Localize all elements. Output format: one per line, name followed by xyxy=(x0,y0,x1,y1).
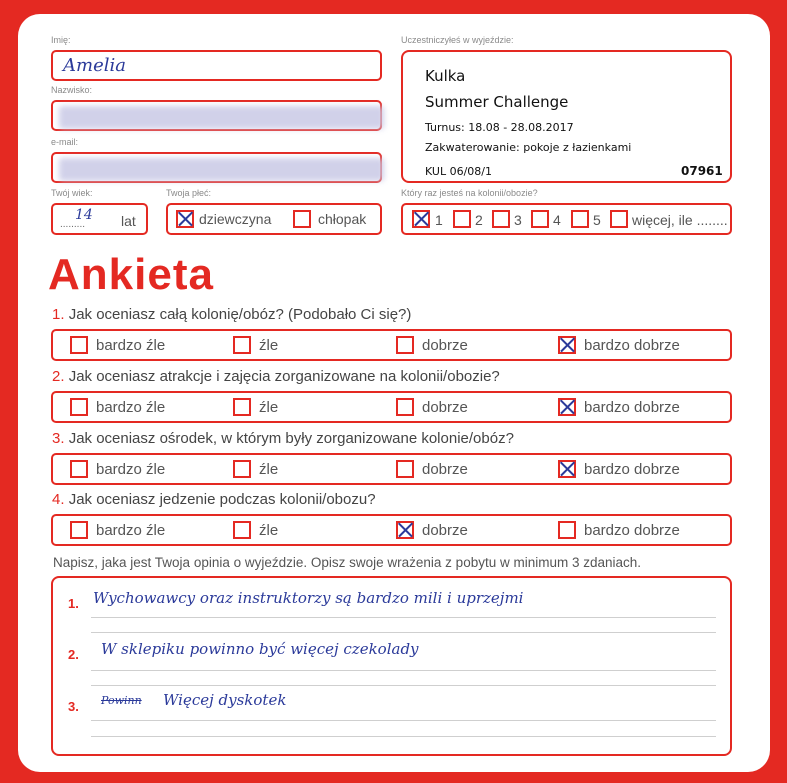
redacted-email xyxy=(59,158,384,181)
times-1-label: 1 xyxy=(435,212,443,228)
times-field xyxy=(401,203,732,235)
answer-2-number: 2. xyxy=(68,647,79,662)
age-unit: lat xyxy=(121,213,136,229)
camp-info-box xyxy=(401,50,732,183)
answer-3-text: Więcej dyskotek xyxy=(163,691,287,709)
question-4-text xyxy=(52,491,376,508)
q2-zle-checkbox[interactable] xyxy=(233,398,251,416)
camp-code: KUL 06/08/1 xyxy=(425,165,492,178)
answer-line xyxy=(91,632,716,633)
q4-zle-checkbox[interactable] xyxy=(233,521,251,539)
option-label: dobrze xyxy=(422,461,468,478)
q3-bardzo-zle-checkbox[interactable] xyxy=(70,460,88,478)
answer-2-text: W sklepiku powinno być więcej czekolady xyxy=(101,640,419,658)
option-label: dobrze xyxy=(422,522,468,539)
gender-male-label: chłopak xyxy=(318,211,367,227)
question-2-text xyxy=(52,368,500,385)
camp-turnus: Turnus: 18.08 - 28.08.2017 xyxy=(425,121,574,134)
option-label: bardzo dobrze xyxy=(584,522,680,539)
answer-1-number: 1. xyxy=(68,596,79,611)
survey-card xyxy=(18,14,770,772)
opinion-prompt: Napisz, jaka jest Twoja opinia o wyjeździe. Opisz swoje wrażenia z pobytu w minimum 3 zdaniach. xyxy=(53,555,642,570)
answer-line xyxy=(91,736,716,737)
q1-bardzo-dobrze-checkbox[interactable] xyxy=(558,336,576,354)
age-label: Twój wiek: xyxy=(51,188,93,198)
times-5-label: 5 xyxy=(593,212,601,228)
email-label: e-mail: xyxy=(51,137,79,147)
option-label: bardzo dobrze xyxy=(584,461,680,478)
camp-number: 07961 xyxy=(681,164,723,178)
gender-male-checkbox[interactable] xyxy=(293,210,311,228)
question-label: Jak oceniasz całą kolonię/obóz? (Podobało Ci się?) xyxy=(68,306,412,323)
q1-dobrze-checkbox[interactable] xyxy=(396,336,414,354)
age-dots: ......... xyxy=(60,219,86,230)
times-more-checkbox[interactable] xyxy=(610,210,628,228)
question-3-options xyxy=(51,453,732,485)
q3-dobrze-checkbox[interactable] xyxy=(396,460,414,478)
option-label: źle xyxy=(259,337,279,354)
q4-bardzo-dobrze-checkbox[interactable] xyxy=(558,521,576,539)
opinion-field[interactable] xyxy=(51,576,732,756)
question-label: Jak oceniasz jedzenie podczas kolonii/obozu? xyxy=(68,491,376,508)
question-label: Jak oceniasz atrakcje i zajęcia zorganizowane na kolonii/obozie? xyxy=(68,368,500,385)
answer-1-text: Wychowawcy oraz instruktorzy są bardzo mili i uprzejmi xyxy=(93,589,524,607)
answer-3-strikethrough: Powinn xyxy=(101,694,142,707)
gender-female-checkbox[interactable] xyxy=(176,210,194,228)
surname-field[interactable] xyxy=(51,100,382,131)
camp-name: Kulka xyxy=(425,67,466,85)
question-2-options xyxy=(51,391,732,423)
email-field[interactable] xyxy=(51,152,382,183)
times-1-checkbox[interactable] xyxy=(412,210,430,228)
camp-accommodation: Zakwaterowanie: pokoje z łazienkami xyxy=(425,141,632,154)
first-name-label: Imię: xyxy=(51,35,71,45)
survey-title: Ankieta xyxy=(48,250,214,299)
q3-bardzo-dobrze-checkbox[interactable] xyxy=(558,460,576,478)
q4-dobrze-checkbox[interactable] xyxy=(396,521,414,539)
age-value: 14 xyxy=(75,207,93,223)
gender-label: Twoja płeć: xyxy=(166,188,212,198)
times-label: Który raz jesteś na kolonii/obozie? xyxy=(401,188,538,198)
question-number: 4. xyxy=(52,491,65,508)
first-name-field[interactable] xyxy=(51,50,382,81)
q3-zle-checkbox[interactable] xyxy=(233,460,251,478)
question-1-options xyxy=(51,329,732,361)
option-label: bardzo źle xyxy=(96,461,166,478)
redacted-surname xyxy=(59,106,384,129)
q1-zle-checkbox[interactable] xyxy=(233,336,251,354)
answer-line xyxy=(91,685,716,686)
times-4-checkbox[interactable] xyxy=(531,210,549,228)
answer-3-number: 3. xyxy=(68,699,79,714)
age-field[interactable] xyxy=(51,203,148,235)
option-label: źle xyxy=(259,461,279,478)
question-number: 3. xyxy=(52,430,65,447)
answer-line xyxy=(91,720,716,721)
option-label: dobrze xyxy=(422,337,468,354)
q1-bardzo-zle-checkbox[interactable] xyxy=(70,336,88,354)
times-3-label: 3 xyxy=(514,212,522,228)
gender-female-label: dziewczyna xyxy=(199,211,272,227)
option-label: źle xyxy=(259,399,279,416)
times-4-label: 4 xyxy=(553,212,561,228)
answer-line xyxy=(91,617,716,618)
option-label: źle xyxy=(259,522,279,539)
question-label: Jak oceniasz ośrodek, w którym były zorganizowane kolonie/obóz? xyxy=(68,430,514,447)
question-number: 1. xyxy=(52,306,65,323)
q2-dobrze-checkbox[interactable] xyxy=(396,398,414,416)
option-label: bardzo dobrze xyxy=(584,399,680,416)
times-2-label: 2 xyxy=(475,212,483,228)
option-label: dobrze xyxy=(422,399,468,416)
q2-bardzo-zle-checkbox[interactable] xyxy=(70,398,88,416)
times-2-checkbox[interactable] xyxy=(453,210,471,228)
question-number: 2. xyxy=(52,368,65,385)
option-label: bardzo dobrze xyxy=(584,337,680,354)
question-3-text xyxy=(52,430,514,447)
camp-program: Summer Challenge xyxy=(425,93,569,111)
question-4-options xyxy=(51,514,732,546)
option-label: bardzo źle xyxy=(96,337,166,354)
times-3-checkbox[interactable] xyxy=(492,210,510,228)
surname-label: Nazwisko: xyxy=(51,85,93,95)
first-name-value: Amelia xyxy=(63,55,126,76)
answer-line xyxy=(91,670,716,671)
option-label: bardzo źle xyxy=(96,399,166,416)
option-label: bardzo źle xyxy=(96,522,166,539)
times-more-label: więcej, ile ........ xyxy=(632,212,728,228)
q4-bardzo-zle-checkbox[interactable] xyxy=(70,521,88,539)
question-1-text xyxy=(52,306,411,323)
gender-field xyxy=(166,203,382,235)
times-5-checkbox[interactable] xyxy=(571,210,589,228)
q2-bardzo-dobrze-checkbox[interactable] xyxy=(558,398,576,416)
camp-label: Uczestniczyłeś w wyjeździe: xyxy=(401,35,514,45)
